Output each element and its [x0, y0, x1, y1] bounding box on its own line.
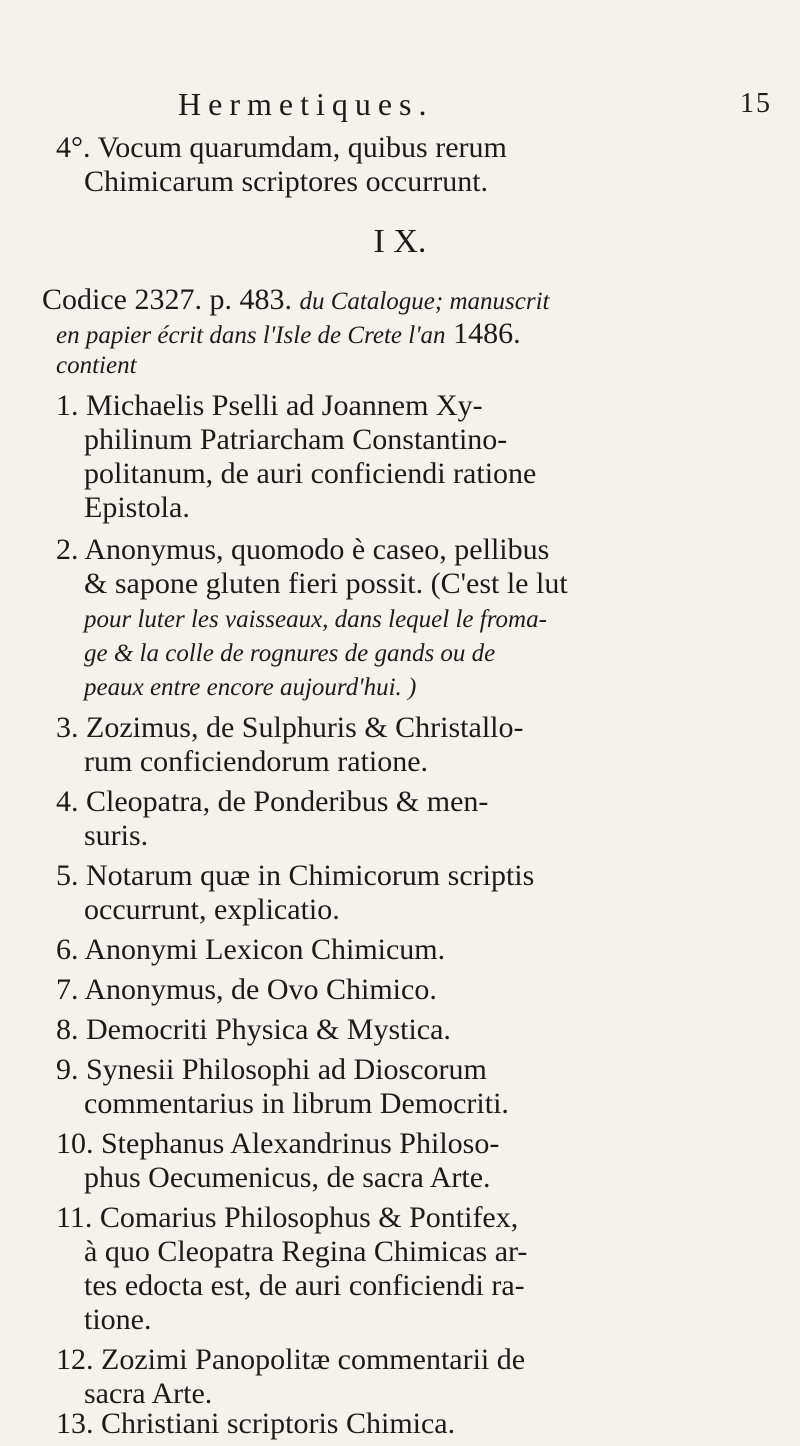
- entry-2-line-5: peaux entre encore aujourd'hui. ): [84, 674, 417, 701]
- entry-1-line-2: philinum Patriarcham Constantino-: [84, 423, 508, 456]
- page-number: 15: [740, 88, 772, 119]
- entry-5-line-2: occurrunt, explicatio.: [84, 893, 340, 926]
- entry-12-line-1: 12. Zozimi Panopolitæ commentarii de: [56, 1343, 526, 1376]
- entry-9-line-2: commentarius in librum Democriti.: [84, 1087, 509, 1120]
- entry-13-line-1: 13. Christiani scriptoris Chimica.: [56, 1407, 456, 1440]
- entry-11-line-4: tione.: [84, 1303, 152, 1336]
- entry-8-line-1: 8. Democriti Physica & Mystica.: [56, 1013, 451, 1046]
- entry-10-line-2: phus Oecumenicus, de sacra Arte.: [84, 1161, 491, 1194]
- entry-4-line-1: 4. Cleopatra, de Ponderibus & men-: [56, 785, 489, 818]
- section-number: I X.: [373, 223, 427, 260]
- entry-4-line-2: suris.: [84, 819, 149, 852]
- entry-2-line-3: pour luter les vaisseaux, dans lequel le froma-: [84, 606, 547, 633]
- entry-1-line-3: politanum, de auri conficiendi ratione: [84, 457, 537, 490]
- entry-9-line-1: 9. Synesii Philosophi ad Dioscorum: [56, 1053, 487, 1086]
- codex-reference: Codice 2327. p. 483.: [42, 283, 292, 316]
- intro-line-1: 4°. Vocum quarumdam, quibus rerum: [56, 131, 507, 164]
- entry-2-line-1: 2. Anonymus, quomodo è caseo, pellibus: [56, 533, 550, 566]
- entry-6-line-1: 6. Anonymi Lexicon Chimicum.: [56, 933, 446, 966]
- entry-2-line-4: ge & la colle de rognures de gands ou de: [84, 640, 496, 667]
- entry-7-line-1: 7. Anonymus, de Ovo Chimico.: [56, 973, 437, 1006]
- entry-10-line-1: 10. Stephanus Alexandrinus Philoso-: [56, 1127, 500, 1160]
- entry-5-line-1: 5. Notarum quæ in Chimicorum scriptis: [56, 859, 535, 892]
- entry-12-line-2: sacra Arte.: [84, 1377, 213, 1410]
- codex-year: 1486.: [453, 317, 521, 350]
- entry-11-line-2: à quo Cleopatra Regina Chimicas ar-: [84, 1235, 528, 1268]
- entry-11-line-1: 11. Comarius Philosophus & Pontifex,: [56, 1201, 519, 1234]
- entry-3-line-2: rum conficiendorum ratione.: [84, 745, 429, 778]
- running-title: Hermetiques.: [178, 86, 434, 122]
- intro-line-2: Chimicarum scriptores occurrunt.: [84, 165, 489, 198]
- codex-origin-note: en papier écrit dans l'Isle de Crete l'an: [56, 322, 446, 349]
- entry-2-line-2: & sapone gluten fieri possit. (C'est le lut: [84, 567, 568, 600]
- codex-contient: contient: [56, 352, 137, 379]
- entry-11-line-3: tes edocta est, de auri conficiendi ra-: [84, 1269, 525, 1302]
- entry-1-line-1: 1. Michaelis Pselli ad Joannem Xy-: [56, 389, 483, 422]
- entry-3-line-1: 3. Zozimus, de Sulphuris & Christallo-: [56, 711, 524, 744]
- entry-1-line-4: Epistola.: [84, 491, 190, 524]
- codex-catalogue-note: du Catalogue; manuscrit: [299, 288, 550, 315]
- running-header: [0, 84, 800, 124]
